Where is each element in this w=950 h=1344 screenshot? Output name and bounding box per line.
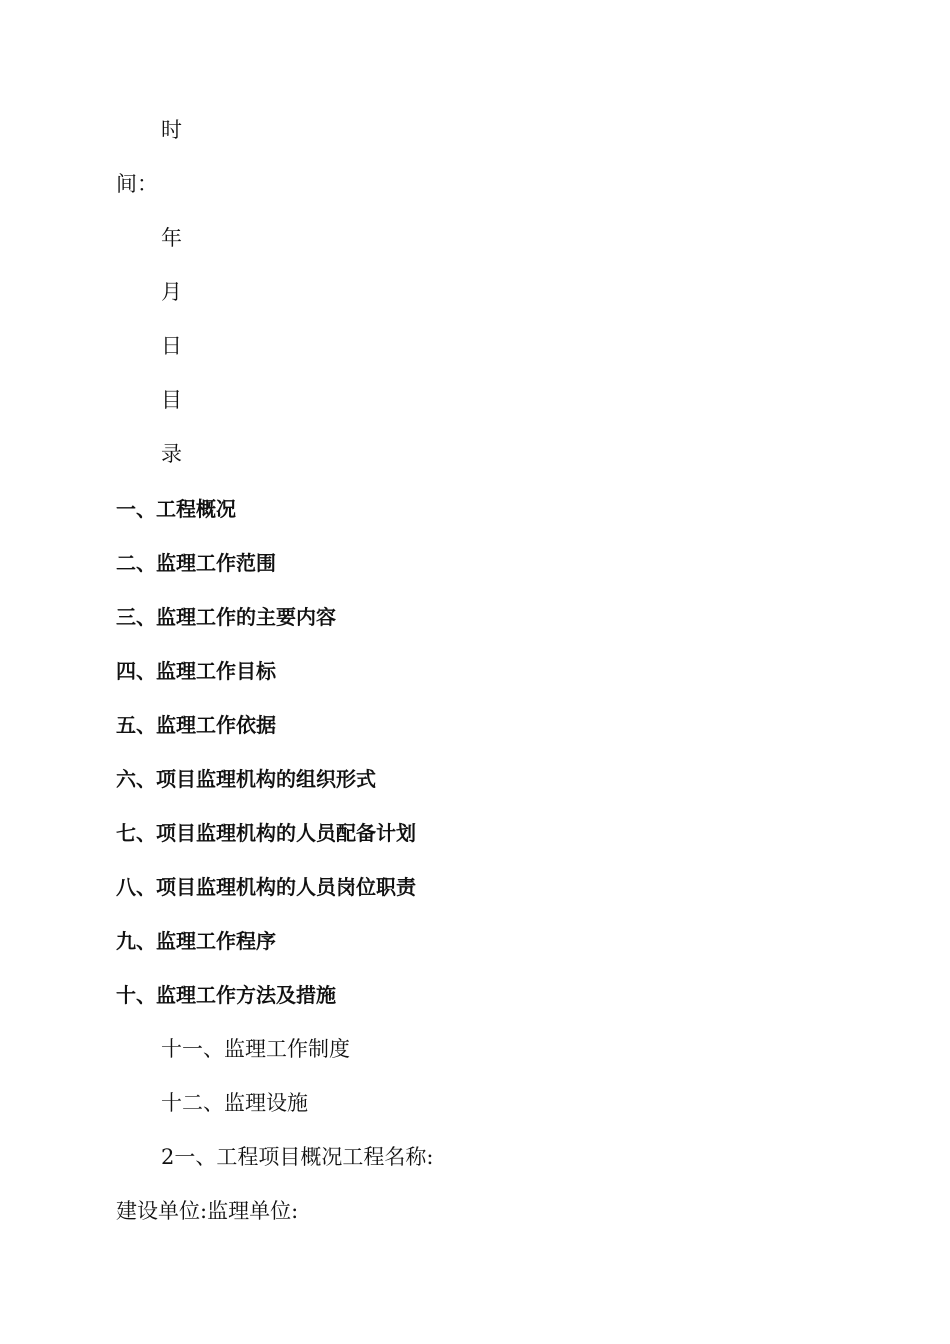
- day-char: 日: [161, 334, 182, 358]
- time-char: 时: [161, 118, 182, 142]
- toc-item: 三、监理工作的主要内容: [116, 605, 336, 629]
- body-line: 建设单位:监理单位:: [116, 1199, 299, 1223]
- toc-title-char-2: 录: [161, 442, 182, 466]
- month-char: 月: [161, 280, 182, 304]
- section-heading: 2一、工程项目概况工程名称:: [161, 1145, 434, 1169]
- toc-item: 一、工程概况: [116, 497, 236, 521]
- toc-item-plain: 十二、监理设施: [161, 1091, 308, 1115]
- toc-item: 四、监理工作目标: [116, 659, 276, 683]
- toc-item-plain: 十一、监理工作制度: [161, 1037, 350, 1061]
- toc-item: 六、项目监理机构的组织形式: [116, 767, 376, 791]
- toc-item: 七、项目监理机构的人员配备计划: [116, 821, 416, 845]
- year-char: 年: [161, 226, 182, 250]
- toc-item: 二、监理工作范围: [116, 551, 276, 575]
- toc-item: 十、监理工作方法及措施: [116, 983, 336, 1007]
- toc-item: 八、项目监理机构的人员岗位职责: [116, 875, 416, 899]
- toc-item: 五、监理工作依据: [116, 713, 276, 737]
- toc-item: 九、监理工作程序: [116, 929, 276, 953]
- toc-title-char-1: 目: [161, 388, 182, 412]
- time-label: 间：: [116, 172, 158, 196]
